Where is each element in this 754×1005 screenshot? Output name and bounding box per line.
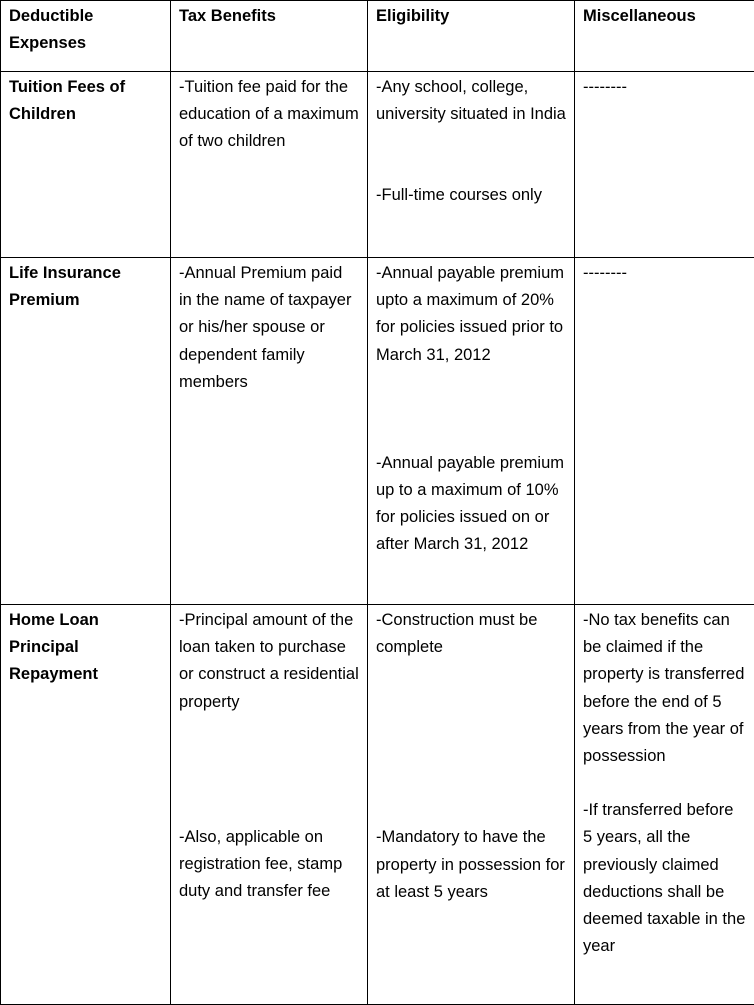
header-eligibility: Eligibility	[368, 1, 575, 72]
cell-benefits	[171, 258, 368, 605]
eligibility-text: -Construction must be complete	[376, 607, 566, 661]
cell-eligibility	[368, 605, 575, 1005]
benefit-text: -Principal amount of the loan taken to purchase or construct a residential property	[179, 607, 359, 716]
header-deductible-expenses: Deductible Expenses	[1, 1, 171, 72]
misc-text: --------	[583, 260, 747, 287]
benefit-text: -Tuition fee paid for the education of a maximum of two children	[179, 74, 359, 156]
table-row-life-insurance	[1, 258, 754, 605]
eligibility-text: -Mandatory to have the property in possession for at least 5 years	[376, 824, 566, 906]
cell-eligibility	[368, 258, 575, 605]
cell-misc	[575, 258, 754, 605]
misc-text: -If transferred before 5 years, all the previously claimed deductions shall be deemed taxable in the year	[583, 797, 747, 960]
header-tax-benefits: Tax Benefits	[171, 1, 368, 72]
eligibility-text: -Annual payable premium up to a maximum of 10% for policies issued on or after March 31, 2012	[376, 450, 566, 559]
eligibility-text: -Annual payable premium upto a maximum of 20% for policies issued prior to March 31, 2012	[376, 260, 566, 369]
table-row-home-loan	[1, 605, 754, 1005]
cell-expense: Tuition Fees of Children	[1, 72, 171, 258]
eligibility-text: -Any school, college, university situated in India	[376, 74, 566, 128]
benefit-text: -Also, applicable on registration fee, stamp duty and transfer fee	[179, 824, 359, 906]
cell-misc	[575, 72, 754, 258]
cell-eligibility	[368, 72, 575, 258]
header-row	[1, 1, 754, 72]
cell-expense: Home Loan Principal Repayment	[1, 605, 171, 1005]
benefit-text: -Annual Premium paid in the name of taxpayer or his/her spouse or dependent family members	[179, 260, 359, 396]
cell-benefits	[171, 605, 368, 1005]
eligibility-text: -Full-time courses only	[376, 182, 566, 209]
cell-misc	[575, 605, 754, 1005]
table-row-tuition	[1, 72, 754, 258]
cell-benefits	[171, 72, 368, 258]
misc-text: -No tax benefits can be claimed if the property is transferred before the end of 5 years from the year of possession	[583, 607, 747, 770]
cell-expense: Life Insurance Premium	[1, 258, 171, 605]
header-miscellaneous: Miscellaneous	[575, 1, 754, 72]
misc-text: --------	[583, 74, 747, 101]
